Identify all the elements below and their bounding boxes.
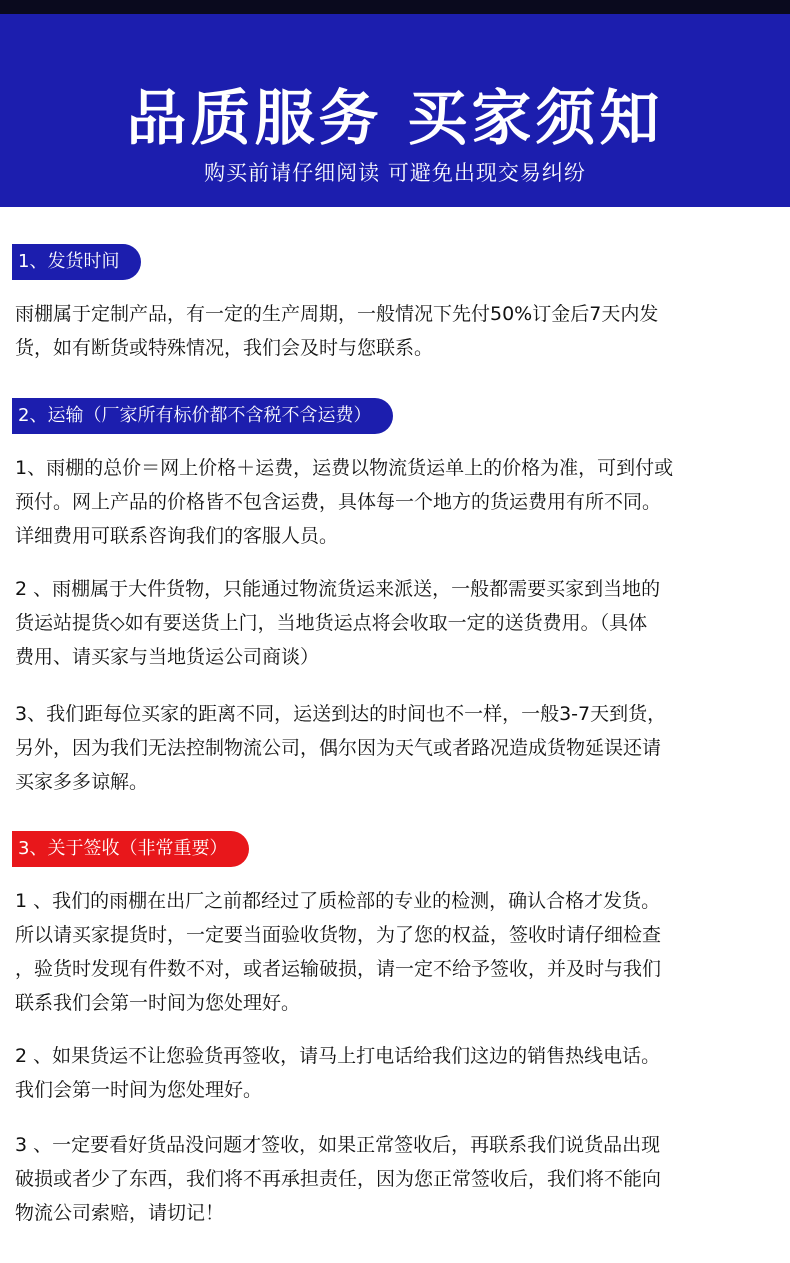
text-line: 物流公司索赔，请切记！	[15, 1202, 225, 1224]
page-subtitle: 购买前请仔细阅读 可避免出现交易纠纷	[204, 161, 586, 185]
paragraph-transport-1	[15, 451, 775, 553]
paragraph-shipping-time	[15, 297, 775, 365]
text-line: 3 、一定要看好货品没问题才签收，如果正常签收后，再联系我们说货品出现	[15, 1134, 661, 1156]
text-line: 2 、雨棚属于大件货物，只能通过物流货运来派送，一般都需要买家到当地的	[15, 578, 661, 600]
text-line: 买家多多谅解。	[15, 771, 149, 793]
text-line: 货，如有断货或特殊情况，我们会及时与您联系。	[15, 337, 434, 359]
text-line: 1、雨棚的总价＝网上价格＋运费，运费以物流货运单上的价格为准，可到付或	[15, 457, 674, 479]
paragraph-transport-2	[15, 572, 775, 674]
section-heading-signing: 3、关于签收（非常重要）	[12, 831, 249, 867]
page-title: 品质服务 买家须知	[126, 84, 664, 154]
text-line: 破损或者少了东西，我们将不再承担责任，因为您正常签收后，我们将不能向	[15, 1168, 662, 1190]
text-line: 所以请买家提货时，一定要当面验收货物，为了您的权益，签收时请仔细检查	[15, 924, 662, 946]
section-heading-transport: 2、运输（厂家所有标价都不含税不含运费）	[12, 398, 393, 434]
text-line: 费用、请买家与当地货运公司商谈）	[15, 646, 320, 668]
text-line: 联系我们会第一时间为您处理好。	[15, 992, 301, 1014]
paragraph-transport-3	[15, 697, 775, 799]
text-line: 雨棚属于定制产品，有一定的生产周期，一般情况下先付50%订金后7天内发	[15, 303, 659, 325]
top-strip	[0, 0, 790, 14]
text-line: ，验货时发现有件数不对，或者运输破损，请一定不给予签收，并及时与我们	[15, 958, 662, 980]
paragraph-signing-2	[15, 1039, 775, 1107]
header-banner	[0, 14, 790, 207]
text-line: 2 、如果货运不让您验货再签收，请马上打电话给我们这边的销售热线电话。	[15, 1045, 661, 1067]
text-line: 3、我们距每位买家的距离不同，运送到达的时间也不一样，一般3-7天到货，	[15, 703, 667, 725]
text-line: 预付。网上产品的价格皆不包含运费，具体每一个地方的货运费用有所不同。	[15, 491, 662, 513]
text-line: 详细费用可联系咨询我们的客服人员。	[15, 525, 339, 547]
paragraph-signing-1	[15, 884, 775, 1020]
section-heading-shipping-time: 1、发货时间	[12, 244, 141, 280]
text-line: 1 、我们的雨棚在出厂之前都经过了质检部的专业的检测，确认合格才发货。	[15, 890, 661, 912]
paragraph-signing-3	[15, 1128, 775, 1230]
text-line: 我们会第一时间为您处理好。	[15, 1079, 263, 1101]
text-line: 另外，因为我们无法控制物流公司，偶尔因为天气或者路况造成货物延误还请	[15, 737, 662, 759]
text-line: 货运站提货◇如有要送货上门，当地货运点将会收取一定的送货费用。（具体	[15, 612, 648, 634]
